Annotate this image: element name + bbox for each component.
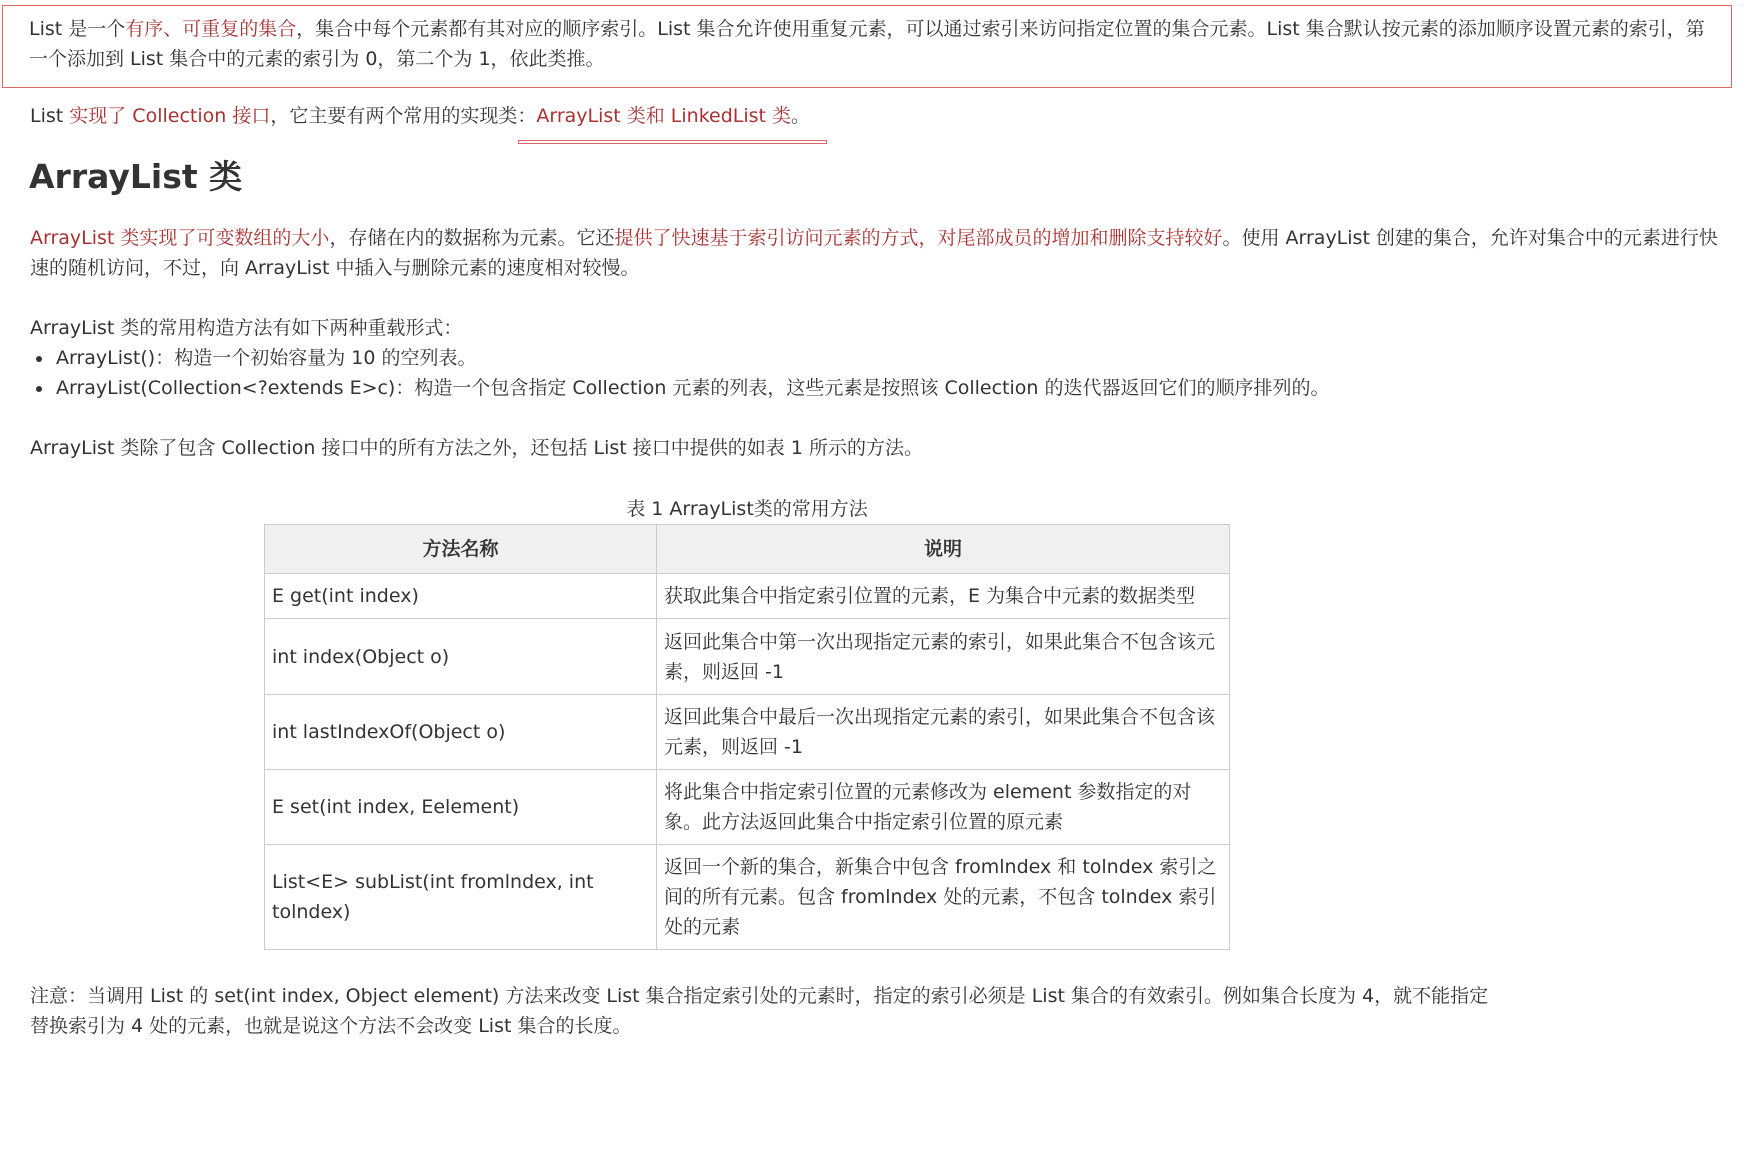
table-caption: 表 1 ArrayList类的常用方法 bbox=[626, 498, 868, 520]
note-paragraph: 注意：当调用 List 的 set(int index, Object element) 方法来改变 List 集合指定索引处的元素时，指定的索引必须是 List 集合的有效索引。例如集合长度为 4，就不能指定替换索引为 4 处的元素，也就是说这个方法不会改变 List 集合的长度。 bbox=[30, 985, 1489, 1037]
method-name-cell: int lastIndexOf(Object o) bbox=[265, 695, 657, 770]
constructors-intro: ArrayList 类的常用构造方法有如下两种重载形式： bbox=[30, 317, 463, 339]
constructors-list bbox=[30, 343, 1329, 403]
table-row bbox=[265, 770, 1230, 845]
method-name-cell: List<E> subList(int fromlndex, int tolndex) bbox=[265, 845, 657, 950]
method-name-cell: E get(int index) bbox=[265, 574, 657, 619]
table-row bbox=[265, 619, 1230, 695]
column-header-method: 方法名称 bbox=[265, 525, 657, 574]
intro-text-rest: ，集合中每个元素都有其对应的顺序索引。List 集合允许使用重复元素，可以通过索引来访问指定位置的集合元素。List 集合默认按元素的添加顺序设置元素的索引，第一个添加到 List 集合中的元素的索引为 0，第二个为 1，依此类推。 bbox=[29, 18, 1705, 70]
table-row bbox=[265, 845, 1230, 950]
description-highlight-2: 提供了快速基于索引访问元素的方式，对尾部成员的增加和删除支持较好 bbox=[614, 227, 1223, 249]
methods-table bbox=[264, 524, 1230, 950]
section-heading: ArrayList 类 bbox=[29, 157, 243, 196]
description-text-2: 。使用 ArrayList 创建的集合，允许对集合中的元素进行快速的随机访问，不过，向 ArrayList 中插入与删除元素的速度相对较慢。 bbox=[30, 227, 1718, 279]
summary-highlight-collection: 实现了 Collection 接口 bbox=[69, 105, 271, 127]
method-name-cell: E set(int index, Eelement) bbox=[265, 770, 657, 845]
intro-text-start: List 是一个 bbox=[29, 18, 126, 40]
summary-text-3: 。 bbox=[791, 105, 811, 127]
summary-text-2: ，它主要有两个常用的实现类： bbox=[270, 105, 537, 127]
method-description-cell: 将此集合中指定索引位置的元素修改为 element 参数指定的对象。此方法返回此集合中指定索引位置的原元素 bbox=[657, 770, 1230, 845]
list-item: ArrayList(Collection<?extends E>c)：构造一个包含指定 Collection 元素的列表，这些元素是按照该 Collection 的迭代器返回它们的顺序排列的。 bbox=[56, 373, 1329, 403]
annotation-underline bbox=[518, 140, 827, 144]
description-highlight-1: ArrayList 类实现了可变数组的大小 bbox=[30, 227, 330, 249]
column-header-description: 说明 bbox=[657, 525, 1230, 574]
methods-intro: ArrayList 类除了包含 Collection 接口中的所有方法之外，还包括 List 接口中提供的如表 1 所示的方法。 bbox=[30, 437, 923, 459]
list-item: ArrayList()：构造一个初始容量为 10 的空列表。 bbox=[56, 343, 1329, 373]
table-header-row bbox=[265, 525, 1230, 574]
method-description-cell: 获取此集合中指定索引位置的元素，E 为集合中元素的数据类型 bbox=[657, 574, 1230, 619]
summary-text-1: List bbox=[30, 105, 70, 127]
table-row bbox=[265, 695, 1230, 770]
arraylist-description bbox=[30, 223, 1720, 283]
method-description-cell: 返回一个新的集合，新集合中包含 fromlndex 和 tolndex 索引之间的所有元素。包含 fromlndex 处的元素，不包含 tolndex 索引处的元素 bbox=[657, 845, 1230, 950]
intro-highlight-box bbox=[2, 5, 1732, 88]
summary-highlight-classes: ArrayList 类和 LinkedList 类 bbox=[536, 105, 792, 127]
description-text-1: ，存储在内的数据称为元素。它还 bbox=[329, 227, 615, 249]
intro-highlight-ordered-repeatable: 有序、可重复的集合 bbox=[125, 18, 297, 40]
method-name-cell: int index(Object o) bbox=[265, 619, 657, 695]
method-description-cell: 返回此集合中最后一次出现指定元素的索引，如果此集合不包含该元素，则返回 -1 bbox=[657, 695, 1230, 770]
table-row bbox=[265, 574, 1230, 619]
summary-paragraph bbox=[30, 101, 1720, 131]
method-description-cell: 返回此集合中第一次出现指定元素的索引，如果此集合不包含该元素，则返回 -1 bbox=[657, 619, 1230, 695]
